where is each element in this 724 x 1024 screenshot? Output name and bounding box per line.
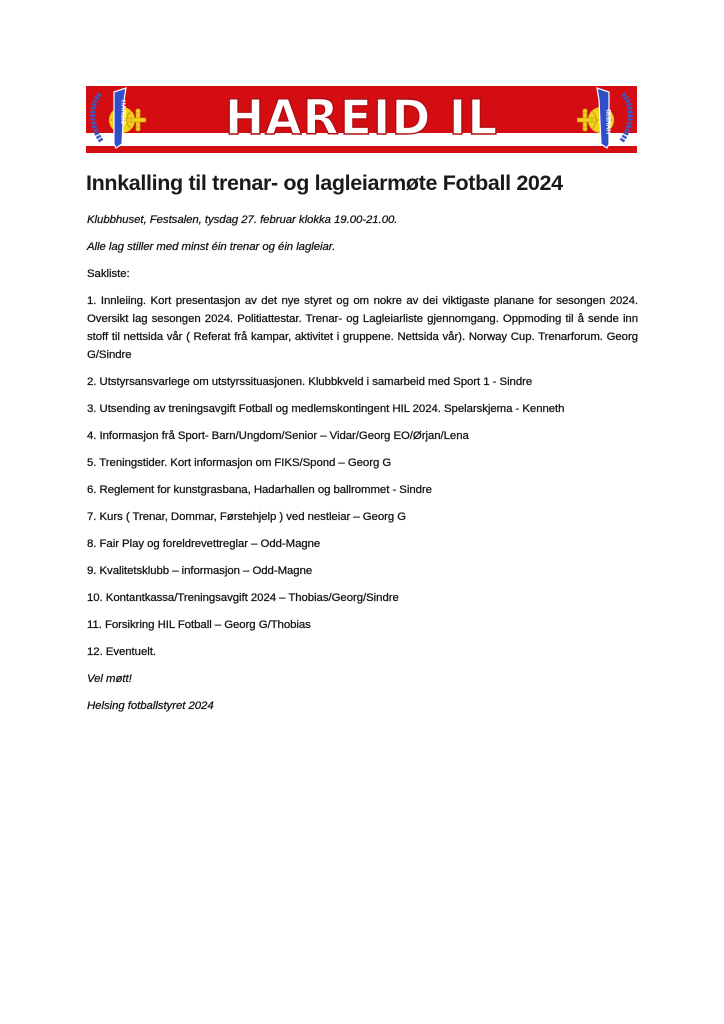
attendance-note: Alle lag stiller med minst éin trenar og éin lagleiar.: [87, 241, 336, 253]
agenda-item: 3. Utsending av treningsavgift Fotball og medlemskontingent HIL 2024. Spelarskjema - Kenneth: [87, 403, 565, 415]
agenda-item: 9. Kvalitetsklubb – informasjon – Odd-Magne: [87, 565, 313, 577]
club-name: HAREID IL: [224, 90, 499, 146]
agenda-item: 12. Eventuelt.: [87, 646, 156, 658]
document-title: Innkalling til trenar- og lagleiarmøte Fotball 2024: [86, 171, 563, 195]
agenda-item: 11. Forsikring HIL Fotball – Georg G/Thobias: [87, 619, 311, 631]
meeting-location: Klubbhuset, Festsalen, tysdag 27. februar klokka 19.00-21.00.: [87, 214, 398, 226]
agenda-item: 8. Fair Play og foreldrevettreglar – Odd-Magne: [87, 538, 321, 550]
agenda-item: 6. Reglement for kunstgrasbana, Hadarhallen og ballrommet - Sindre: [87, 484, 432, 496]
agenda-item: 5. Treningstider. Kort informasjon om FIKS/Spond – Georg G: [87, 457, 392, 469]
agenda-heading: Sakliste:: [87, 268, 130, 280]
agenda-item: 10. Kontantkassa/Treningsavgift 2024 – Thobias/Georg/Sindre: [87, 592, 399, 604]
club-banner: [86, 86, 637, 153]
closing-greeting: Vel møtt!: [87, 673, 132, 685]
svg-text:HAREID: HAREID: [604, 109, 612, 134]
document-body: [87, 211, 638, 724]
agenda-item: 4. Informasjon frå Sport- Barn/Ungdom/Senior – Vidar/Georg EO/Ørjan/Lena: [87, 430, 469, 442]
agenda-item: 1. Innleiing. Kort presentasjon av det nye styret og om nokre av dei viktigaste planane for sesongen 2024. Oversikt lag sesongen 2024. Politiattestar. Trenar- og Lagleiarliste gjennomgang. Oppmoding til å sende inn stoff til nettsida vår ( Referat frå kampar, aktivitet i gruppene. Nettsida vår). Norway Cup. Trenarforum. Georg G/Sindre: [87, 295, 638, 361]
agenda-list: [87, 292, 638, 661]
svg-text:HAREID: HAREID: [119, 100, 127, 125]
agenda-item: 2. Utstyrsansvarlege om utstyrssituasjonen. Klubbkveld i samarbeid med Sport 1 - Sindre: [87, 376, 533, 388]
club-crest-icon: [577, 86, 637, 153]
agenda-item: 7. Kurs ( Trenar, Dommar, Førstehjelp ) ved nestleiar – Georg G: [87, 511, 407, 523]
signature: Helsing fotballstyret 2024: [87, 700, 214, 712]
